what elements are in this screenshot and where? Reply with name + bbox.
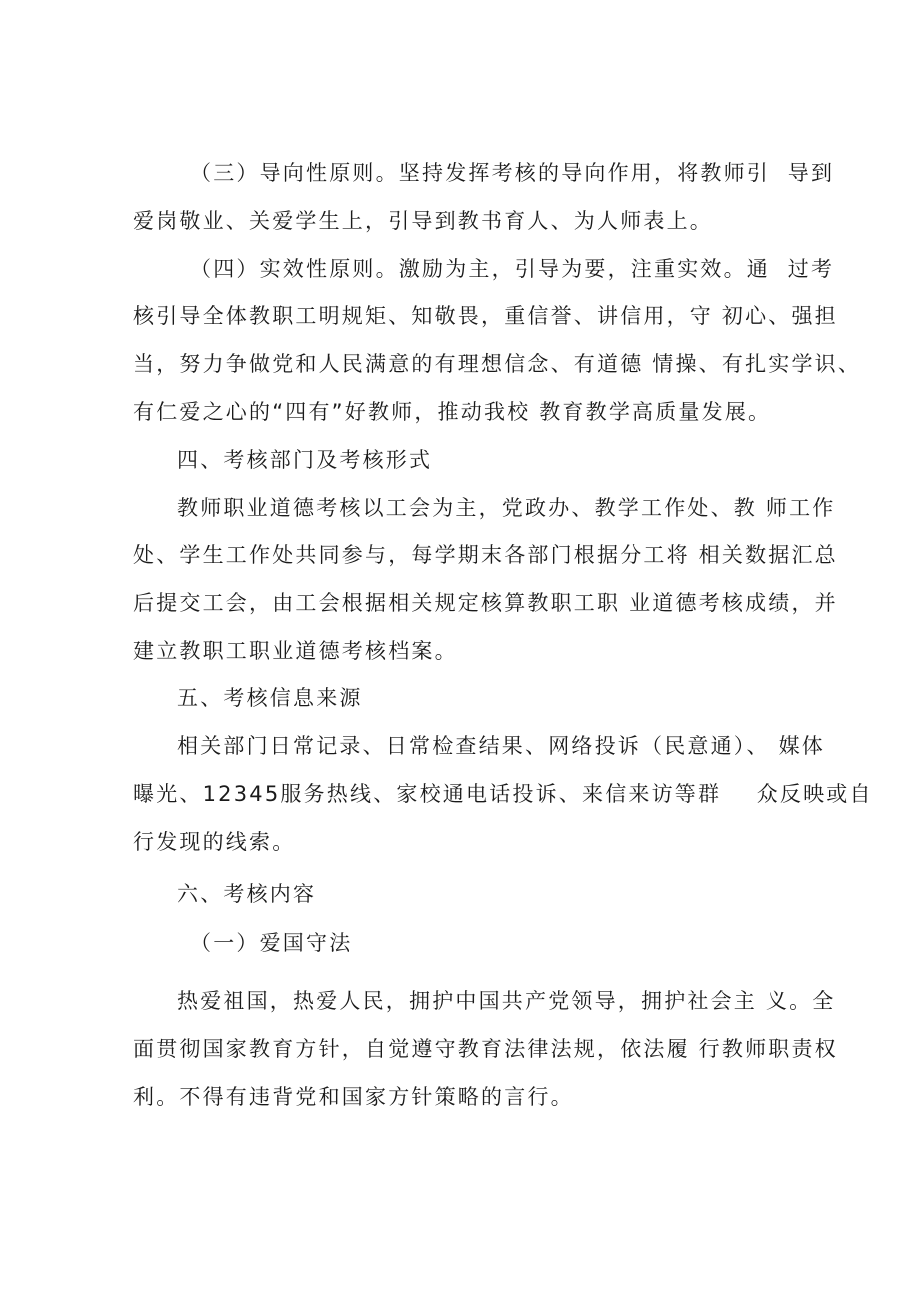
text-line: 当，努力争做党和人民满意的有理想信念、有道德 情操、有扎实学识、	[133, 352, 862, 376]
text-line: 相关部门日常记录、日常检查结果、网络投诉（民意通）、 媒体	[177, 734, 825, 758]
text-line: 行发现的线索。	[133, 830, 296, 854]
text-line: 核引导全体教职工明规矩、知敬畏，重信誉、讲信用，守 初心、强担	[133, 304, 838, 328]
section-heading: 四、考核部门及考核形式	[177, 448, 433, 472]
text-line: 处、学生工作处共同参与，每学期末各部门根据分工将 相关数据汇总	[133, 543, 838, 567]
section-heading: 六、考核内容	[177, 882, 317, 906]
section-heading: 五、考核信息来源	[177, 686, 363, 710]
text-line: 后提交工会，由工会根据相关规定核算教职工职 业道德考核成绩，并	[133, 591, 838, 615]
text-line: （四）实效性原则。激励为主，引导为要，注重实效。通 过考	[190, 257, 835, 281]
text-line: 建立教职工职业道德考核档案。	[133, 639, 458, 663]
text-line: （三）导向性原则。坚持发挥考核的导向作用，将教师引 导到	[190, 161, 835, 185]
text-line: 爱岗敬业、关爱学生上，引导到教书育人、为人师表上。	[133, 209, 713, 233]
text-line: 热爱祖国，热爱人民，拥护中国共产党领导，拥护社会主 义。全	[177, 989, 836, 1013]
text-line: 利。不得有违背党和国家方针策略的言行。	[133, 1085, 574, 1109]
text-line: 曝光、12345服务热线、家校通电话投诉、来信来访等群 众反映或自	[133, 782, 873, 806]
subsection-heading: （一）爱国守法	[190, 931, 353, 955]
text-line: 教师职业道德考核以工会为主，党政办、教学工作处、教 师工作	[177, 496, 836, 520]
text-line: 面贯彻国家教育方针，自觉遵守教育法律法规，依法履 行教师职责权	[133, 1037, 838, 1061]
text-line: 有仁爱之心的“四有”好教师，推动我校 教育教学高质量发展。	[133, 400, 772, 424]
